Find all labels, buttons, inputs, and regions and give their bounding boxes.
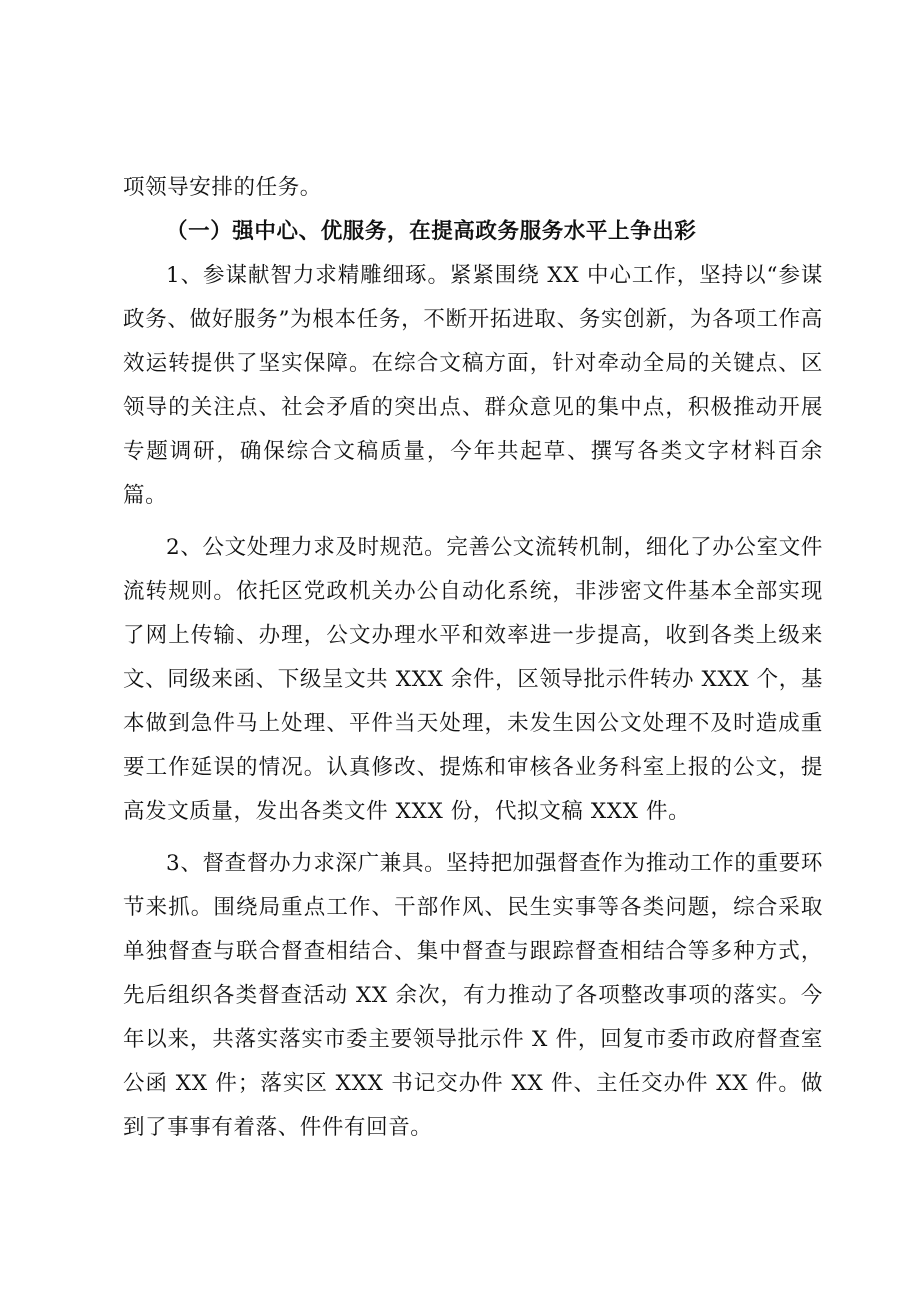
paragraph-3: 3、督查督办力求深广兼具。坚持把加强督查作为推动工作的重要环节来抓。围绕局重点工作、干部作风、民生实事等各类问题，综合采取单独督查与联合督查相结合、集中督查与跟踪督查相结合等多种方式，先后组织各类督查活动 XX 余次，有力推动了各项整改事项的落实。今年以来，共落实落实市委主要领导批示件 X 件，回复市委市政府督查室公函 XX 件；落实区 XXX 书记交办件 XX 件、主任交办件 XX 件。做到了事事有着落、件件有回音。	[123, 851, 823, 1140]
document-body	[123, 166, 823, 1150]
section-heading: （一）强中心、优服务，在提高政务服务水平上争出彩	[166, 219, 697, 244]
paragraph-1: 1、参谋献智力求精雕细琢。紧紧围绕 XX 中心工作，坚持以“参谋政务、做好服务”为根本任务，不断开拓进取、务实创新，为各项工作高效运转提供了坚实保障。在综合文稿方面，针对牵动全局的关键点、区领导的关注点、社会矛盾的突出点、群众意见的集中点，积极推动开展专题调研，确保综合文稿质量，今年共起草、撰写各类文字材料百余篇。	[123, 263, 823, 508]
paragraph-2: 2、公文处理力求及时规范。完善公文流转机制，细化了办公室文件流转规则。依托区党政机关办公自动化系统，非涉密文件基本全部实现了网上传输、办理，公文办理水平和效率进一步提高，收到各类上级来文、同级来函、下级呈文共 XXX 余件，区领导批示件转办 XXX 个，基本做到急件马上处理、平件当天处理，未发生因公文处理不及时造成重要工作延误的情况。认真修改、提炼和审核各业务科室上报的公文，提高发文质量，发出各类文件 XXX 份，代拟文稿 XXX 件。	[123, 535, 823, 824]
lead-line: 项领导安排的任务。	[123, 175, 322, 200]
